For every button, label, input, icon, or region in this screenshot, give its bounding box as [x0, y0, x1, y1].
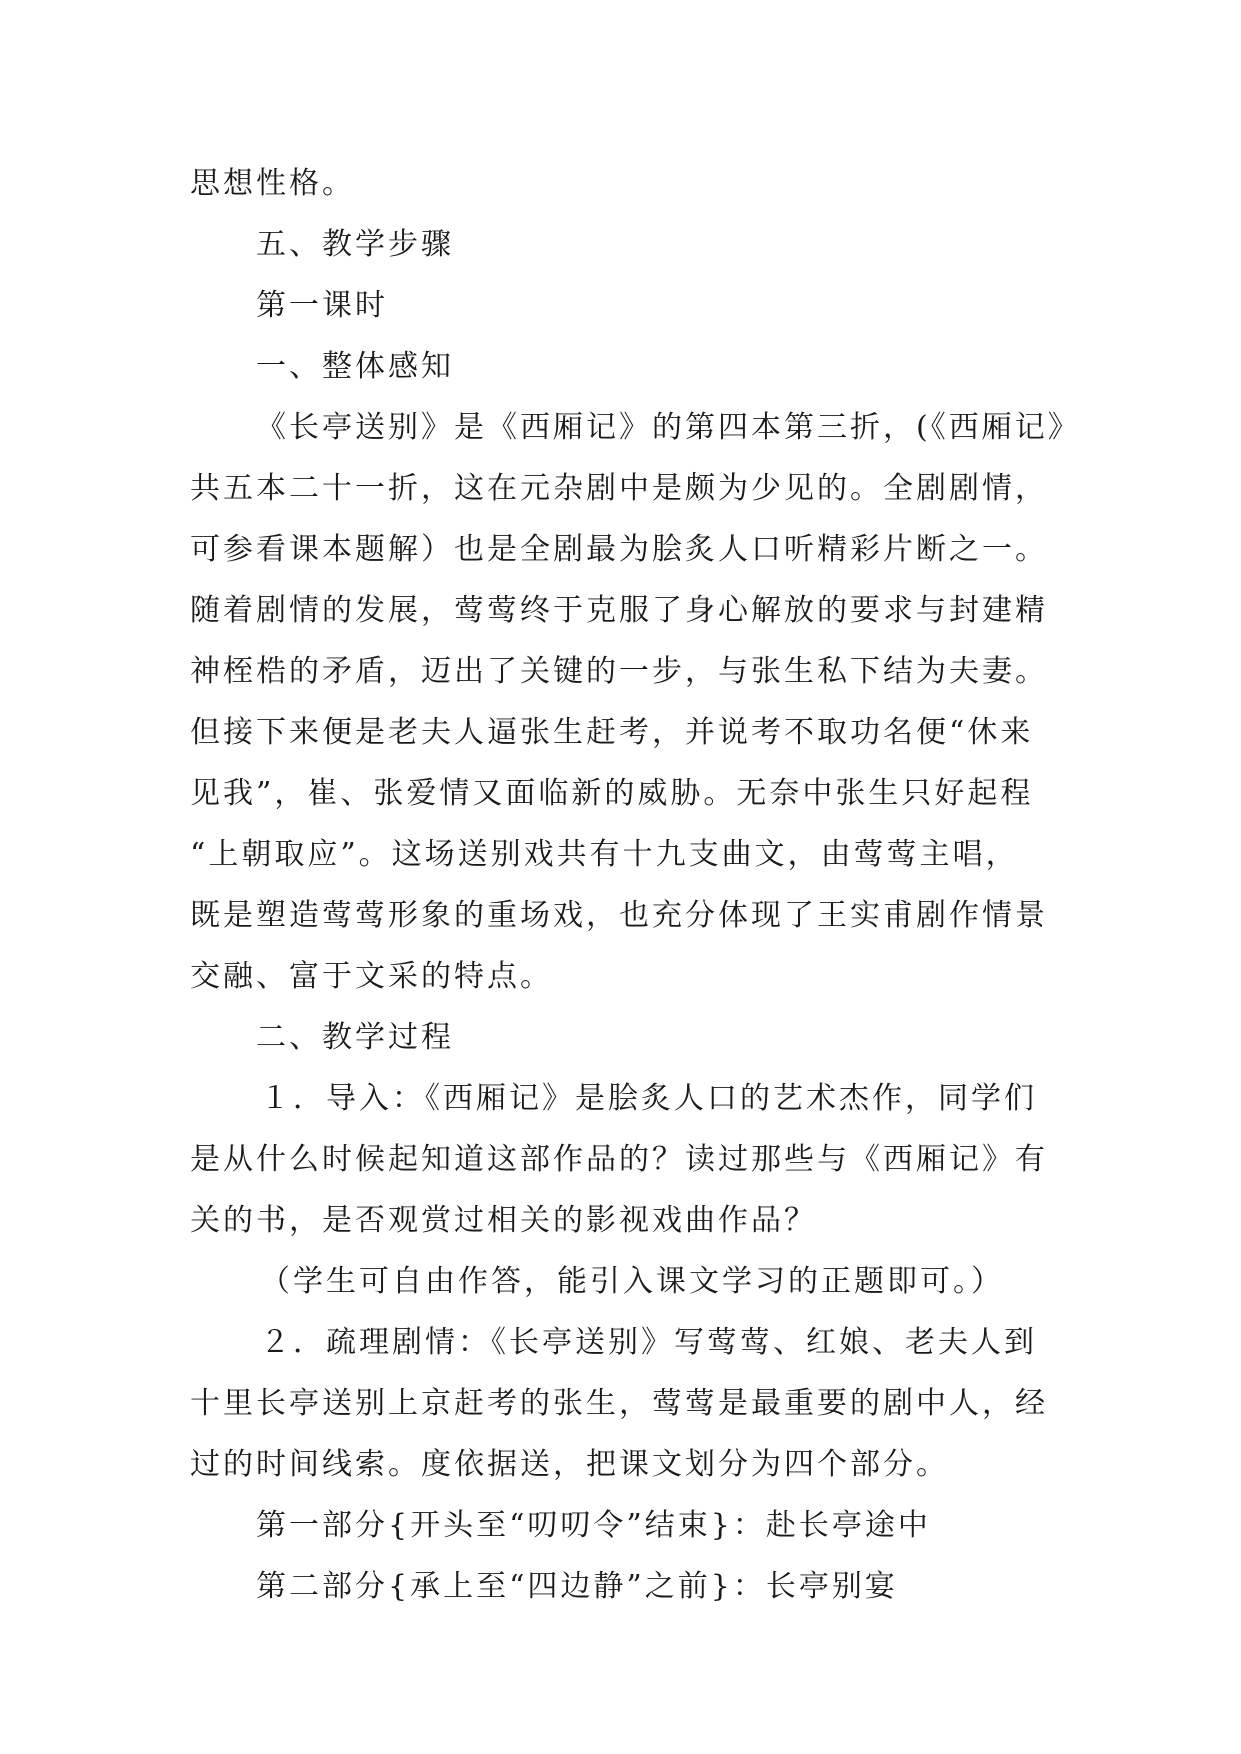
- lesson-heading: 第一课时: [256, 288, 388, 323]
- paragraph-line: 《长亭送别》是《西厢记》的第四本第三折，(《西厢记》: [256, 410, 1081, 445]
- paragraph-line: 随着剧情的发展，莺莺终于克服了身心解放的要求与封建精: [190, 593, 1048, 628]
- paragraph-line: 关的书，是否观赏过相关的影视戏曲作品？: [190, 1203, 817, 1238]
- paragraph-line: 过的时间线索。度依据送，把课文划分为四个部分。: [190, 1447, 949, 1482]
- paragraph-line: 见我”，崔、张爱情又面临新的威胁。无奈中张生只好起程: [190, 776, 1034, 811]
- text-line: 思想性格。: [190, 166, 355, 201]
- section-heading: 二、教学过程: [256, 1020, 454, 1055]
- paragraph-line: 第二部分{承上至“四边静”之前}：长亭别宴: [256, 1569, 898, 1604]
- paragraph-line: 第一部分{开头至“叨叨令”结束}：赴长亭途中: [256, 1508, 931, 1543]
- paragraph-line: 是从什么时候起知道这部作品的？读过那些与《西厢记》有: [190, 1142, 1048, 1177]
- paragraph-line: 既是塑造莺莺形象的重场戏，也充分体现了王实甫剧作情景: [190, 898, 1048, 933]
- paragraph-line: １．导入：《西厢记》是脍炙人口的艺术杰作，同学们: [260, 1081, 1037, 1116]
- paragraph-line: 共五本二十一折，这在元杂剧中是颇为少见的。全剧剧情，: [190, 471, 1048, 506]
- paragraph-line: 可参看课本题解）也是全剧最为脍炙人口听精彩片断之一。: [190, 532, 1048, 567]
- paragraph-line: 交融、富于文采的特点。: [190, 959, 553, 994]
- paragraph-line: 十里长亭送别上京赶考的张生，莺莺是最重要的剧中人，经: [190, 1386, 1048, 1421]
- section-heading: 五、教学步骤: [256, 227, 454, 262]
- paragraph-line: （学生可自由作答，能引入课文学习的正题即可。）: [260, 1264, 1004, 1299]
- paragraph-line: ２．疏理剧情：《长亭送别》写莺莺、红娘、老夫人到: [260, 1325, 1037, 1360]
- document-body: [190, 153, 1081, 1617]
- paragraph-line: 但接下来便是老夫人逼张生赶考，并说考不取功名便“休来: [190, 715, 1034, 750]
- paragraph-line: “上朝取应”。这场送别戏共有十九支曲文，由莺莺主唱，: [190, 837, 1019, 872]
- paragraph-line: 神桎梏的矛盾，迈出了关键的一步，与张生私下结为夫妻。: [190, 654, 1048, 689]
- section-heading: 一、整体感知: [256, 349, 454, 384]
